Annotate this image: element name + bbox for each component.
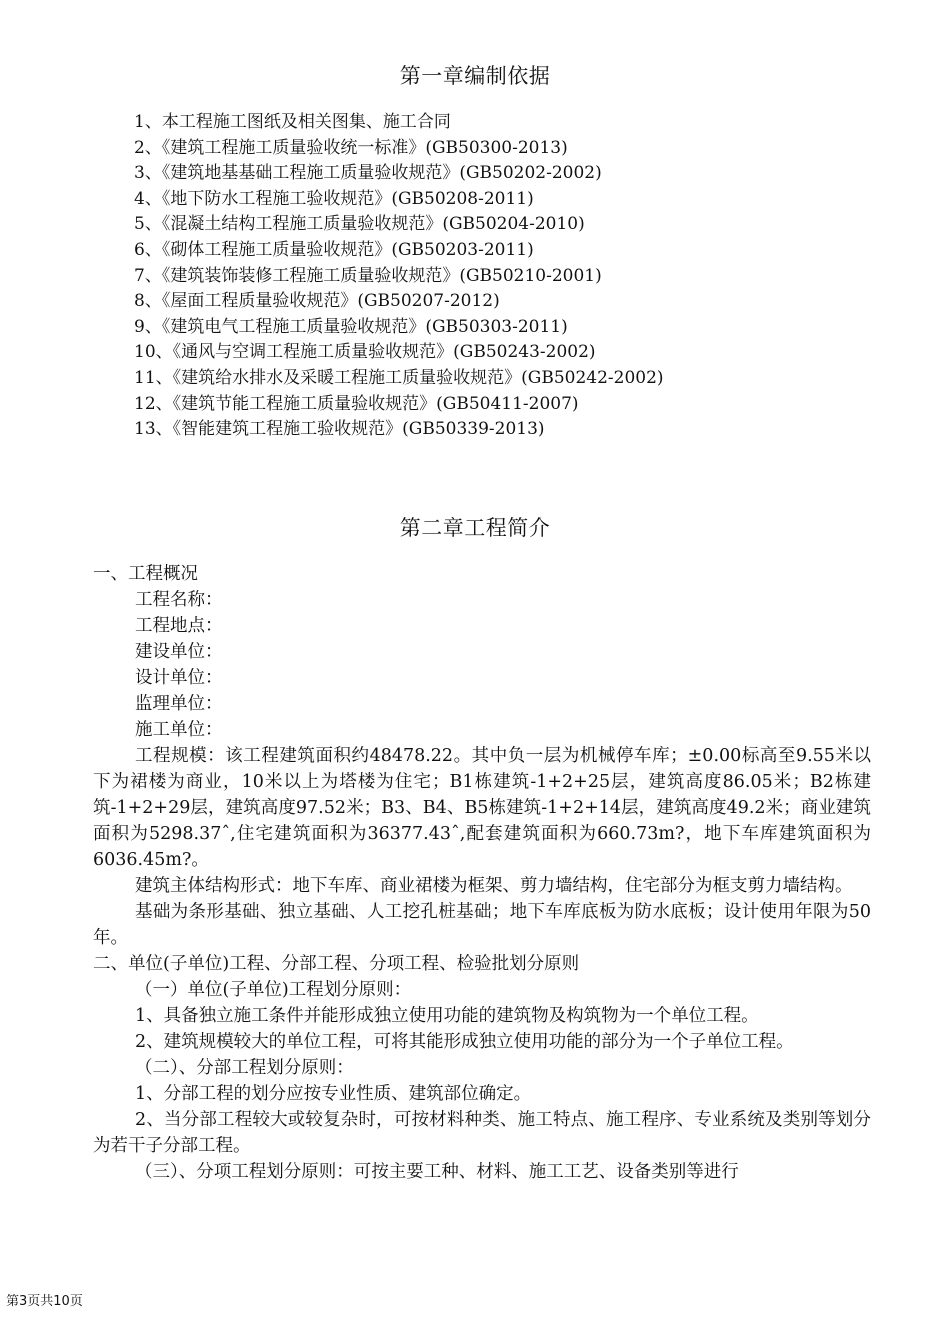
reference-list: [134, 110, 664, 443]
sub1-heading: （一）单位(子单位)工程划分原则：: [135, 980, 412, 1000]
page-number: 第3页共10页: [6, 1294, 83, 1309]
reference-item: 8、《屋面工程质量验收规范》(GB50207-2012): [134, 291, 500, 312]
reference-item: 4、《地下防水工程施工验收规范》(GB50208-2011): [134, 188, 534, 209]
reference-item: 2、《建筑工程施工质量验收统一标准》(GB50300-2013): [134, 137, 568, 158]
field-supervisor: 监理单位：: [135, 694, 223, 714]
scale-paragraph: 工程规模：该工程建筑面积约48478.22。其中负一层为机械停车库；±0.00标高至9.55米以下为裙楼为商业，10米以上为塔楼为住宅；B1栋建筑-1+2+25层，建筑高度86.05米；B2栋建筑-1+2+29层，建筑高度97.52米；B3、B4、B5栋建筑-1+2+14层，建筑高度49.2米；商业建筑面积为5298.37ˆ,住宅建筑面积为36377.43ˆ,配套建筑面积为660.73m?，地下车库建筑面积为6036.45m?。: [93, 746, 871, 870]
chapter2-title: 第二章工程简介: [399, 516, 551, 540]
field-project-name: 工程名称：: [135, 590, 223, 610]
reference-item: 6、《砌体工程施工质量验收规范》(GB50203-2011): [134, 239, 534, 260]
field-owner: 建设单位：: [135, 642, 223, 662]
chapter1-title: 第一章编制依据: [399, 64, 551, 88]
section2-heading: 二、单位(子单位)工程、分部工程、分项工程、检验批划分原则: [93, 954, 580, 974]
section1-heading: 一、工程概况: [93, 564, 198, 584]
sub2-item1: 1、分部工程的划分应按专业性质、建筑部位确定。: [135, 1084, 532, 1104]
sub3-heading: （三）、分项工程划分原则：可按主要工种、材料、施工工艺、设备类别等进行: [135, 1162, 739, 1182]
reference-item: 7、《建筑装饰装修工程施工质量验收规范》(GB50210-2001): [134, 265, 602, 286]
reference-item: 13、《智能建筑工程施工验收规范》(GB50339-2013): [134, 419, 545, 440]
reference-item: 12、《建筑节能工程施工质量验收规范》(GB50411-2007): [134, 393, 579, 414]
sub2-item2: 2、当分部工程较大或较复杂时，可按材料种类、施工特点、施工程序、专业系统及类别等划分为若干子分部工程。: [93, 1110, 871, 1156]
field-contractor: 施工单位：: [135, 720, 223, 740]
reference-item: 10、《通风与空调工程施工质量验收规范》(GB50243-2002): [134, 342, 596, 363]
field-project-location: 工程地点：: [135, 616, 223, 636]
reference-item: 1、本工程施工图纸及相关图集、施工合同: [134, 112, 451, 132]
chapter2-body: [93, 561, 871, 1185]
foundation-paragraph: 基础为条形基础、独立基础、人工挖孔桩基础；地下车库底板为防水底板；设计使用年限为50年。: [93, 902, 871, 948]
reference-item: 3、《建筑地基基础工程施工质量验收规范》(GB50202-2002): [134, 163, 602, 184]
reference-item: 5、《混凝土结构工程施工质量验收规范》(GB50204-2010): [134, 214, 585, 235]
structure-paragraph: 建筑主体结构形式：地下车库、商业裙楼为框架、剪力墙结构，住宅部分为框支剪力墙结构。: [135, 876, 853, 896]
field-designer: 设计单位：: [135, 668, 223, 688]
sub1-item1: 1、具备独立施工条件并能形成独立使用功能的建筑物及构筑物为一个单位工程。: [135, 1006, 759, 1026]
sub1-item2: 2、建筑规模较大的单位工程，可将其能形成独立使用功能的部分为一个子单位工程。: [135, 1032, 794, 1052]
sub2-heading: （二）、分部工程划分原则：: [135, 1058, 354, 1078]
reference-item: 9、《建筑电气工程施工质量验收规范》(GB50303-2011): [134, 316, 568, 337]
reference-item: 11、《建筑给水排水及采暖工程施工质量验收规范》(GB50242-2002): [134, 367, 664, 388]
